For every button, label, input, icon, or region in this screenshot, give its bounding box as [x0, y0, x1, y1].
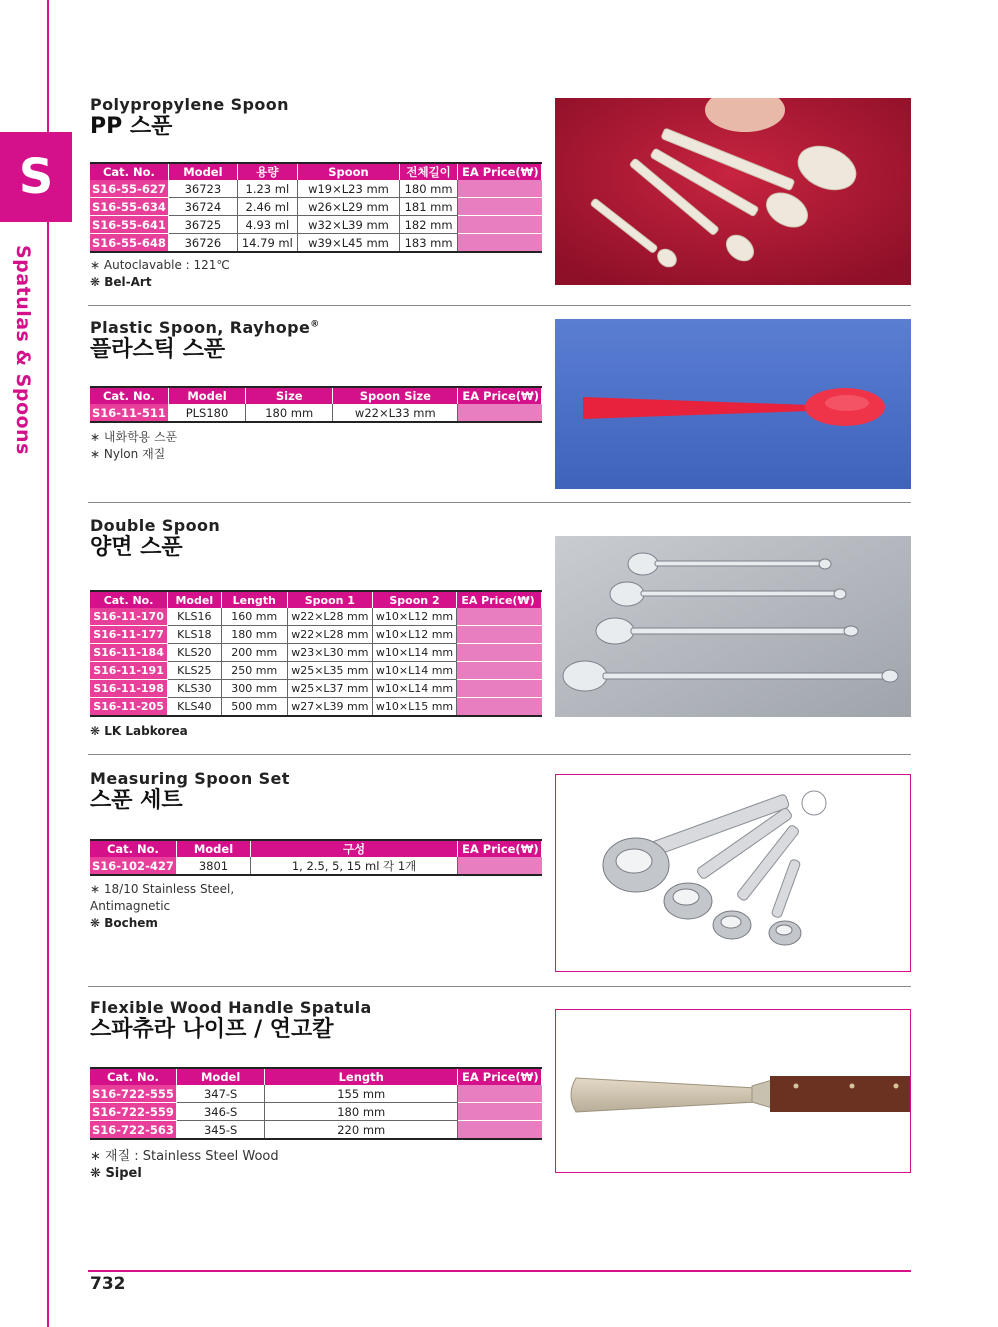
table-cell: 300 mm: [221, 680, 288, 698]
table-cell: 36725: [168, 216, 237, 234]
table-cell: 182 mm: [400, 216, 458, 234]
cat-no: S16-11-205: [90, 698, 168, 717]
section-divider: [88, 754, 911, 755]
col-header: Spoon 2: [372, 591, 457, 608]
product-table: [90, 590, 542, 717]
page-number: 732: [90, 1274, 126, 1294]
brand-line: ❋ LK Labkorea: [90, 724, 188, 738]
table-cell: 180 mm: [221, 626, 288, 644]
product-title-en: Double Spoon: [90, 516, 221, 535]
table-cell: w32×L39 mm: [297, 216, 399, 234]
table-row: [90, 234, 542, 253]
table-row: [90, 404, 542, 422]
cat-no: S16-11-511: [90, 404, 168, 422]
price-cell: [457, 680, 542, 698]
cat-no: S16-11-198: [90, 680, 168, 698]
product-notes: [90, 257, 230, 291]
product-title-en: Measuring Spoon Set: [90, 769, 290, 788]
table-cell: 180 mm: [400, 180, 458, 198]
product-photo-double-spoons: [555, 536, 911, 717]
footer-rule: [88, 1270, 911, 1272]
table-cell: KLS30: [168, 680, 221, 698]
product-table: [90, 162, 542, 253]
product-notes: [90, 1148, 279, 1182]
table-cell: 200 mm: [221, 644, 288, 662]
cat-no: S16-722-559: [90, 1103, 176, 1121]
table-cell: w22×L33 mm: [333, 404, 458, 422]
cat-no: S16-11-170: [90, 608, 168, 626]
col-header: 용량: [237, 163, 297, 180]
table-cell: 14.79 ml: [237, 234, 297, 253]
table-cell: 2.46 ml: [237, 198, 297, 216]
product-section-measuring-spoon: [90, 769, 539, 930]
table-cell: KLS40: [168, 698, 221, 717]
section-divider: [88, 305, 911, 306]
table-cell: 1, 2.5, 5, 15 ml 각 1개: [251, 857, 458, 875]
price-cell: [457, 626, 542, 644]
product-notes: [90, 429, 177, 463]
table-cell: 345-S: [176, 1121, 265, 1140]
price-cell: [457, 608, 542, 626]
cat-no: S16-55-641: [90, 216, 168, 234]
brand-line: ❋ Bel-Art: [90, 275, 152, 289]
table-cell: w39×L45 mm: [297, 234, 399, 253]
table-row: [90, 626, 542, 644]
brand-line: ❋ Sipel: [90, 1166, 142, 1181]
table-cell: w10×L14 mm: [372, 680, 457, 698]
table-row: [90, 1085, 542, 1103]
table-cell: w23×L30 mm: [288, 644, 373, 662]
table-row: [90, 216, 542, 234]
product-section-plastic-spoon: [90, 318, 539, 461]
table-cell: w27×L39 mm: [288, 698, 373, 717]
cat-no: S16-722-555: [90, 1085, 176, 1103]
table-row: [90, 608, 542, 626]
col-header: Size: [246, 387, 333, 404]
product-photo-pp-spoons: [555, 98, 911, 285]
table-cell: 180 mm: [265, 1103, 458, 1121]
table-cell: w22×L28 mm: [288, 626, 373, 644]
product-title-ko: 스푼 세트: [90, 788, 183, 813]
note-line: ∗ Nylon 재질: [90, 447, 166, 461]
table-cell: w10×L12 mm: [372, 608, 457, 626]
col-header: Spoon Size: [333, 387, 458, 404]
product-table: [90, 839, 542, 876]
table-cell: 36724: [168, 198, 237, 216]
product-title-en: Flexible Wood Handle Spatula: [90, 998, 372, 1017]
col-header: 전체길이: [400, 163, 458, 180]
note-line: ∗ 재질 : Stainless Steel Wood: [90, 1149, 279, 1164]
table-row: [90, 680, 542, 698]
table-cell: KLS25: [168, 662, 221, 680]
col-header: Cat. No.: [90, 163, 168, 180]
table-cell: 155 mm: [265, 1085, 458, 1103]
table-row: [90, 662, 542, 680]
col-header: Cat. No.: [90, 387, 168, 404]
cat-no: S16-55-627: [90, 180, 168, 198]
category-side-label: Spatulas & Spoons: [12, 245, 34, 455]
table-cell: w19×L23 mm: [297, 180, 399, 198]
table-header-row: [90, 840, 542, 857]
col-header: Length: [265, 1068, 458, 1085]
product-title-ko: 양면 스푼: [90, 535, 183, 560]
table-cell: 36726: [168, 234, 237, 253]
product-title-ko: 스파츄라 나이프 / 연고칼: [90, 1017, 334, 1042]
table-row: [90, 198, 542, 216]
table-cell: 3801: [176, 857, 250, 875]
section-tab: S: [0, 132, 72, 222]
product-notes: [90, 881, 290, 932]
col-header: Model: [168, 163, 237, 180]
product-title-en: Polypropylene Spoon: [90, 95, 289, 114]
col-header: EA Price(₩): [458, 387, 542, 404]
product-title-ko: 플라스틱 스푼: [90, 337, 226, 362]
table-cell: w25×L35 mm: [288, 662, 373, 680]
note-line: ∗ Autoclavable : 121℃: [90, 258, 230, 272]
col-header: 구성: [251, 840, 458, 857]
cat-no: S16-11-184: [90, 644, 168, 662]
cat-no: S16-102-427: [90, 857, 176, 875]
price-cell: [457, 216, 541, 234]
table-cell: 36723: [168, 180, 237, 198]
brand-line: ❋ Bochem: [90, 916, 158, 930]
cat-no: S16-722-563: [90, 1121, 176, 1140]
product-section-wood-spatula: [90, 998, 539, 1181]
table-cell: 347-S: [176, 1085, 265, 1103]
table-cell: KLS16: [168, 608, 221, 626]
table-cell: w22×L28 mm: [288, 608, 373, 626]
product-table: [90, 386, 542, 423]
price-cell: [458, 857, 542, 875]
table-row: [90, 180, 542, 198]
price-cell: [458, 1121, 542, 1140]
table-cell: w10×L14 mm: [372, 644, 457, 662]
table-cell: PLS180: [168, 404, 245, 422]
product-photo-measuring-spoons: [555, 774, 911, 972]
table-cell: 1.23 ml: [237, 180, 297, 198]
table-header-row: [90, 591, 542, 608]
table-row: [90, 644, 542, 662]
col-header: Cat. No.: [90, 840, 176, 857]
price-cell: [457, 198, 541, 216]
col-header: Model: [168, 387, 245, 404]
price-cell: [457, 698, 542, 717]
col-header: Model: [176, 840, 250, 857]
price-cell: [458, 1085, 542, 1103]
col-header: Length: [221, 591, 288, 608]
col-header: EA Price(₩): [458, 840, 542, 857]
table-cell: 181 mm: [400, 198, 458, 216]
table-header-row: [90, 163, 542, 180]
price-cell: [457, 234, 541, 253]
table-row: [90, 698, 542, 717]
section-divider: [88, 502, 911, 503]
product-section-double-spoon: [90, 516, 535, 738]
col-header: Model: [168, 591, 221, 608]
note-line: ∗ 18/10 Stainless Steel, Antimagnetic: [90, 882, 235, 913]
table-header-row: [90, 387, 542, 404]
table-cell: w26×L29 mm: [297, 198, 399, 216]
product-section-pp-spoon: [90, 95, 539, 289]
table-cell: 346-S: [176, 1103, 265, 1121]
cat-no: S16-11-191: [90, 662, 168, 680]
product-title-en: Plastic Spoon, Rayhope®: [90, 318, 320, 337]
cat-no: S16-11-177: [90, 626, 168, 644]
table-cell: w25×L37 mm: [288, 680, 373, 698]
table-cell: w10×L15 mm: [372, 698, 457, 717]
table-row: [90, 1121, 542, 1140]
col-header: Model: [176, 1068, 265, 1085]
col-header: EA Price(₩): [457, 591, 542, 608]
col-header: EA Price(₩): [457, 163, 541, 180]
table-cell: 500 mm: [221, 698, 288, 717]
table-cell: KLS20: [168, 644, 221, 662]
product-notes: [90, 723, 188, 740]
table-cell: 160 mm: [221, 608, 288, 626]
table-cell: 250 mm: [221, 662, 288, 680]
price-cell: [457, 180, 541, 198]
table-row: [90, 1103, 542, 1121]
table-header-row: [90, 1068, 542, 1085]
note-line: ∗ 내화학용 스푼: [90, 430, 178, 444]
table-cell: 183 mm: [400, 234, 458, 253]
cat-no: S16-55-648: [90, 234, 168, 253]
product-table: [90, 1067, 542, 1140]
cat-no: S16-55-634: [90, 198, 168, 216]
product-photo-plastic-spoon: [555, 319, 911, 489]
col-header: Spoon: [297, 163, 399, 180]
col-header: Cat. No.: [90, 591, 168, 608]
table-row: [90, 857, 542, 875]
product-photo-wood-spatula: [555, 1009, 911, 1173]
section-divider: [88, 986, 911, 987]
table-cell: KLS18: [168, 626, 221, 644]
table-cell: 220 mm: [265, 1121, 458, 1140]
col-header: EA Price(₩): [458, 1068, 542, 1085]
table-cell: w10×L12 mm: [372, 626, 457, 644]
price-cell: [457, 644, 542, 662]
product-title-ko: PP 스푼: [90, 114, 173, 139]
price-cell: [458, 1103, 542, 1121]
table-cell: 180 mm: [246, 404, 333, 422]
price-cell: [458, 404, 542, 422]
table-cell: 4.93 ml: [237, 216, 297, 234]
col-header: Spoon 1: [288, 591, 373, 608]
price-cell: [457, 662, 542, 680]
col-header: Cat. No.: [90, 1068, 176, 1085]
table-cell: w10×L14 mm: [372, 662, 457, 680]
